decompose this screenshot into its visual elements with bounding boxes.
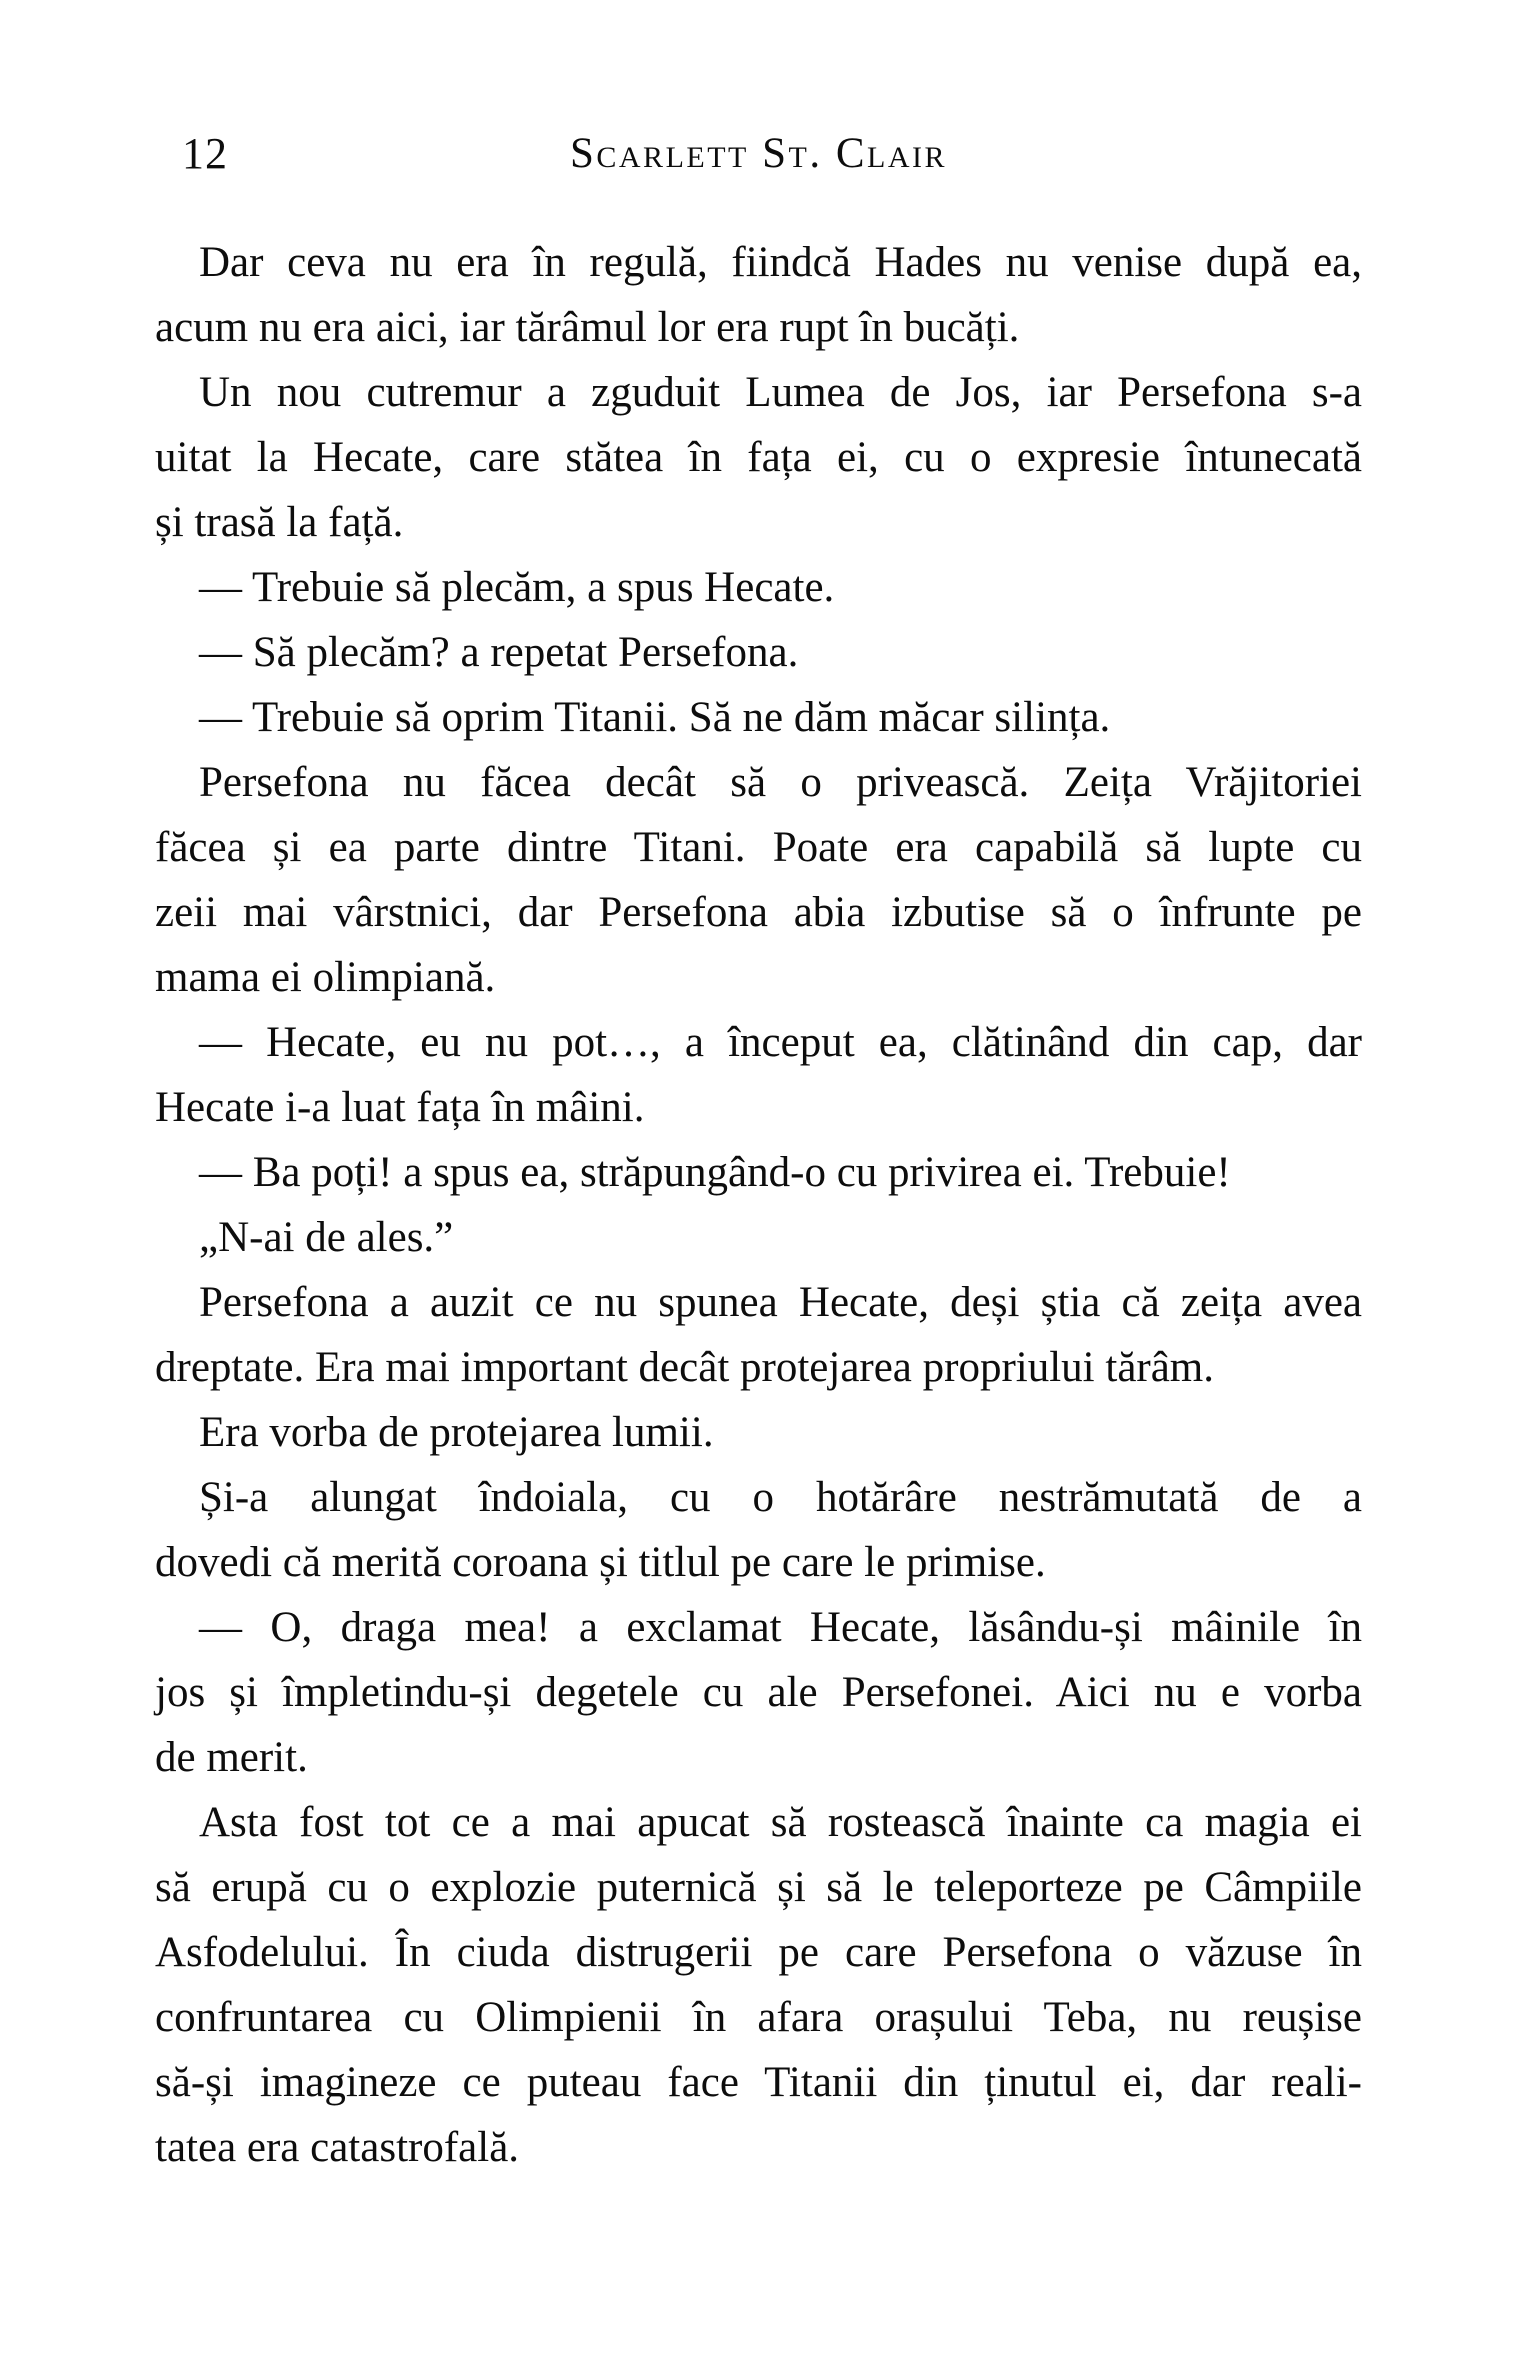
- text-line: Hecate i-a luat fața în mâini.: [155, 1084, 645, 1131]
- paragraph: [155, 555, 1362, 620]
- paragraph: [155, 1465, 1362, 1595]
- page-number: 12: [182, 129, 228, 178]
- text-line: tatea era catastrofală.: [155, 2124, 520, 2171]
- paragraph: [155, 1205, 1362, 1270]
- text-line: — Trebuie să plecăm, a spus Hecate.: [199, 564, 835, 611]
- text-line: dreptate. Era mai important decât protejarea propriului tărâm.: [155, 1344, 1215, 1391]
- text-line: zeii mai vârstnici, dar Persefona abia izbutise să o înfrunte pe: [155, 889, 1362, 936]
- text-line: să erupă cu o explozie puternică și să le teleporteze pe Câmpiile: [155, 1864, 1362, 1911]
- text-line: Un nou cutremur a zguduit Lumea de Jos, iar Persefona s-a: [199, 369, 1362, 416]
- page-header: [155, 128, 1362, 180]
- text-line: Persefona a auzit ce nu spunea Hecate, deși știa că zeița avea: [199, 1279, 1362, 1326]
- paragraph: [155, 360, 1362, 555]
- text-line: — Trebuie să oprim Titanii. Să ne dăm măcar silința.: [199, 694, 1111, 741]
- text-line: Și-a alungat îndoiala, cu o hotărâre nestrămutată de a: [199, 1474, 1362, 1521]
- text-line: uitat la Hecate, care stătea în fața ei, cu o expresie întunecată: [155, 434, 1362, 481]
- text-line: mama ei olimpiană.: [155, 954, 496, 1001]
- text-line: confruntarea cu Olimpienii în afara orașului Teba, nu reușise: [155, 1994, 1362, 2041]
- text-line: — Să plecăm? a repetat Persefona.: [199, 629, 799, 676]
- paragraph: [155, 1010, 1362, 1140]
- text-line: făcea și ea parte dintre Titani. Poate era capabilă să lupte cu: [155, 824, 1362, 871]
- text-line: de merit.: [155, 1734, 308, 1781]
- text-line: — O, draga mea! a exclamat Hecate, lăsându-și mâinile în: [199, 1604, 1362, 1651]
- text-line: și trasă la față.: [155, 499, 404, 546]
- body-text: [155, 230, 1362, 2180]
- paragraph: [155, 1595, 1362, 1790]
- text-line: Dar ceva nu era în regulă, fiindcă Hades nu venise după ea,: [199, 239, 1362, 286]
- running-title: Scarlett St. Clair: [569, 130, 948, 177]
- paragraph: [155, 620, 1362, 685]
- paragraph: [155, 750, 1362, 1010]
- text-line: Persefona nu făcea decât să o privească. Zeița Vrăjitoriei: [199, 759, 1362, 806]
- paragraph: [155, 1400, 1362, 1465]
- text-line: — Hecate, eu nu pot…, a început ea, clătinând din cap, dar: [199, 1019, 1362, 1066]
- text-line: Era vorba de protejarea lumii.: [199, 1409, 714, 1456]
- paragraph: [155, 1140, 1362, 1205]
- paragraph: [155, 1790, 1362, 2180]
- text-line: Asta fost tot ce a mai apucat să rostească înainte ca magia ei: [199, 1799, 1362, 1846]
- text-line: să-și imagineze ce puteau face Titanii din ținutul ei, dar reali-: [155, 2059, 1362, 2106]
- text-line: jos și împletindu-și degetele cu ale Persefonei. Aici nu e vorba: [155, 1669, 1362, 1716]
- text-line: dovedi că merită coroana și titlul pe care le primise.: [155, 1539, 1046, 1586]
- paragraph: [155, 685, 1362, 750]
- paragraph: [155, 1270, 1362, 1400]
- text-line: — Ba poți! a spus ea, străpungând-o cu privirea ei. Trebuie!: [199, 1149, 1231, 1196]
- text-line: Asfodelului. În ciuda distrugerii pe care Persefona o văzuse în: [155, 1929, 1362, 1976]
- text-line: „N-ai de ales.”: [199, 1214, 454, 1261]
- text-line: acum nu era aici, iar tărâmul lor era rupt în bucăți.: [155, 304, 1020, 351]
- paragraph: [155, 230, 1362, 360]
